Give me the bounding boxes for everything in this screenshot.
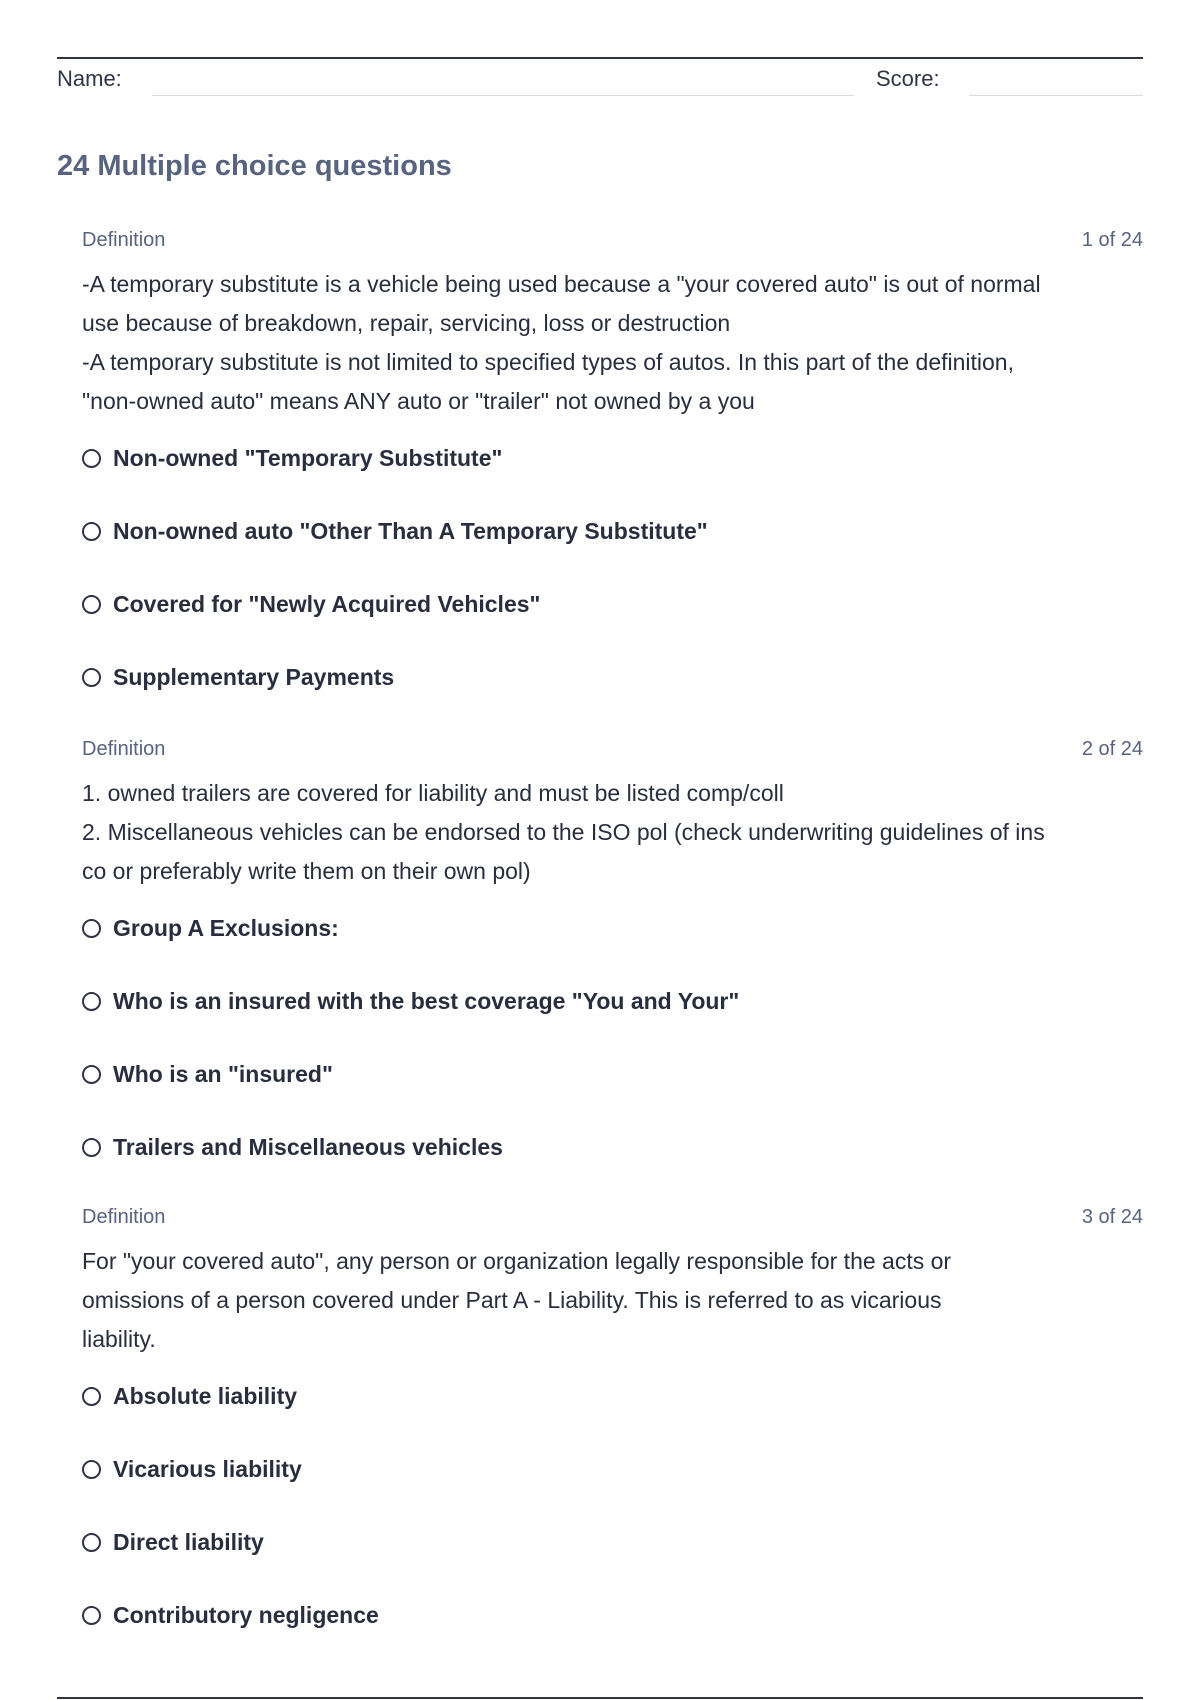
answer-option-label: Direct liability (113, 1529, 264, 1555)
answer-option-label: Contributory negligence (113, 1602, 379, 1628)
radio-circle-icon[interactable] (82, 1138, 101, 1157)
bottom-divider (57, 1697, 1143, 1699)
answer-option[interactable] (82, 982, 1143, 1055)
answer-option-label: Absolute liability (113, 1383, 298, 1409)
answer-option-label: Who is an insured with the best coverage "You and Your" (113, 988, 740, 1014)
answer-option[interactable] (82, 1596, 1143, 1669)
question-header (82, 738, 1143, 764)
radio-circle-icon[interactable] (82, 1606, 101, 1625)
answer-option-label: Vicarious liability (113, 1456, 302, 1482)
section-title: 24 Multiple choice questions (57, 150, 452, 182)
radio-circle-icon[interactable] (82, 668, 101, 687)
radio-circle-icon[interactable] (82, 1387, 101, 1406)
question-text-line: -A temporary substitute is a vehicle being used because a "your covered auto" is out of normal (82, 271, 1041, 297)
question-header (82, 229, 1143, 255)
answer-option[interactable] (82, 1055, 1143, 1128)
score-field-line (969, 95, 1143, 96)
radio-circle-icon[interactable] (82, 1533, 101, 1552)
question-card-1 (82, 229, 1143, 731)
question-card-2 (82, 738, 1143, 1201)
question-counter: 2 of 24 (1081, 738, 1143, 760)
question-type-label: Definition (82, 229, 166, 251)
radio-circle-icon[interactable] (82, 1460, 101, 1479)
question-text-line: 2. Miscellaneous vehicles can be endorsed to the ISO pol (check underwriting guidelines of ins (82, 819, 1045, 845)
question-type-label: Definition (82, 738, 166, 760)
answer-option-label: Trailers and Miscellaneous vehicles (113, 1134, 503, 1160)
answer-option[interactable] (82, 1450, 1143, 1523)
question-type-label: Definition (82, 1206, 166, 1228)
radio-circle-icon[interactable] (82, 992, 101, 1011)
answer-option-label: Who is an "insured" (113, 1061, 333, 1087)
radio-circle-icon[interactable] (82, 1065, 101, 1084)
question-text (82, 774, 1143, 891)
student-header (57, 62, 1143, 98)
question-text-line: liability. (82, 1326, 156, 1352)
question-header (82, 1206, 1143, 1232)
question-text (82, 265, 1143, 421)
answer-option[interactable] (82, 658, 1143, 731)
answer-option[interactable] (82, 512, 1143, 585)
radio-circle-icon[interactable] (82, 595, 101, 614)
answer-option[interactable] (82, 585, 1143, 658)
radio-circle-icon[interactable] (82, 449, 101, 468)
radio-circle-icon[interactable] (82, 522, 101, 541)
radio-circle-icon[interactable] (82, 919, 101, 938)
question-text (82, 1242, 1143, 1359)
question-text-line: use because of breakdown, repair, servicing, loss or destruction (82, 310, 731, 336)
answer-option[interactable] (82, 1128, 1143, 1201)
question-text-line: -A temporary substitute is not limited to specified types of autos. In this part of the definition, (82, 349, 1014, 375)
question-text-line: "non-owned auto" means ANY auto or "trailer" not owned by a you (82, 388, 755, 414)
answer-options (82, 439, 1143, 731)
name-field-line (152, 95, 854, 96)
question-text-line: 1. owned trailers are covered for liability and must be listed comp/coll (82, 780, 784, 806)
top-divider (57, 57, 1143, 59)
answer-option-label: Covered for "Newly Acquired Vehicles" (113, 591, 541, 617)
answer-option-label: Non-owned auto "Other Than A Temporary Substitute" (113, 518, 708, 544)
question-text-line: omissions of a person covered under Part A - Liability. This is referred to as vicarious (82, 1287, 942, 1313)
answer-option[interactable] (82, 439, 1143, 512)
answer-option-label: Supplementary Payments (113, 664, 395, 690)
question-card-3 (82, 1206, 1143, 1669)
question-text-line: co or preferably write them on their own pol) (82, 858, 531, 884)
quiz-page (57, 0, 1143, 1700)
question-counter: 3 of 24 (1081, 1206, 1143, 1228)
answer-options (82, 909, 1143, 1201)
question-counter: 1 of 24 (1081, 229, 1143, 251)
question-text-line: For "your covered auto", any person or organization legally responsible for the acts or (82, 1248, 952, 1274)
answer-option[interactable] (82, 909, 1143, 982)
answer-option-label: Non-owned "Temporary Substitute" (113, 445, 503, 471)
name-label: Name: (57, 66, 122, 91)
answer-option-label: Group A Exclusions: (113, 915, 339, 941)
answer-option[interactable] (82, 1377, 1143, 1450)
answer-options (82, 1377, 1143, 1669)
score-label: Score: (876, 66, 940, 91)
answer-option[interactable] (82, 1523, 1143, 1596)
